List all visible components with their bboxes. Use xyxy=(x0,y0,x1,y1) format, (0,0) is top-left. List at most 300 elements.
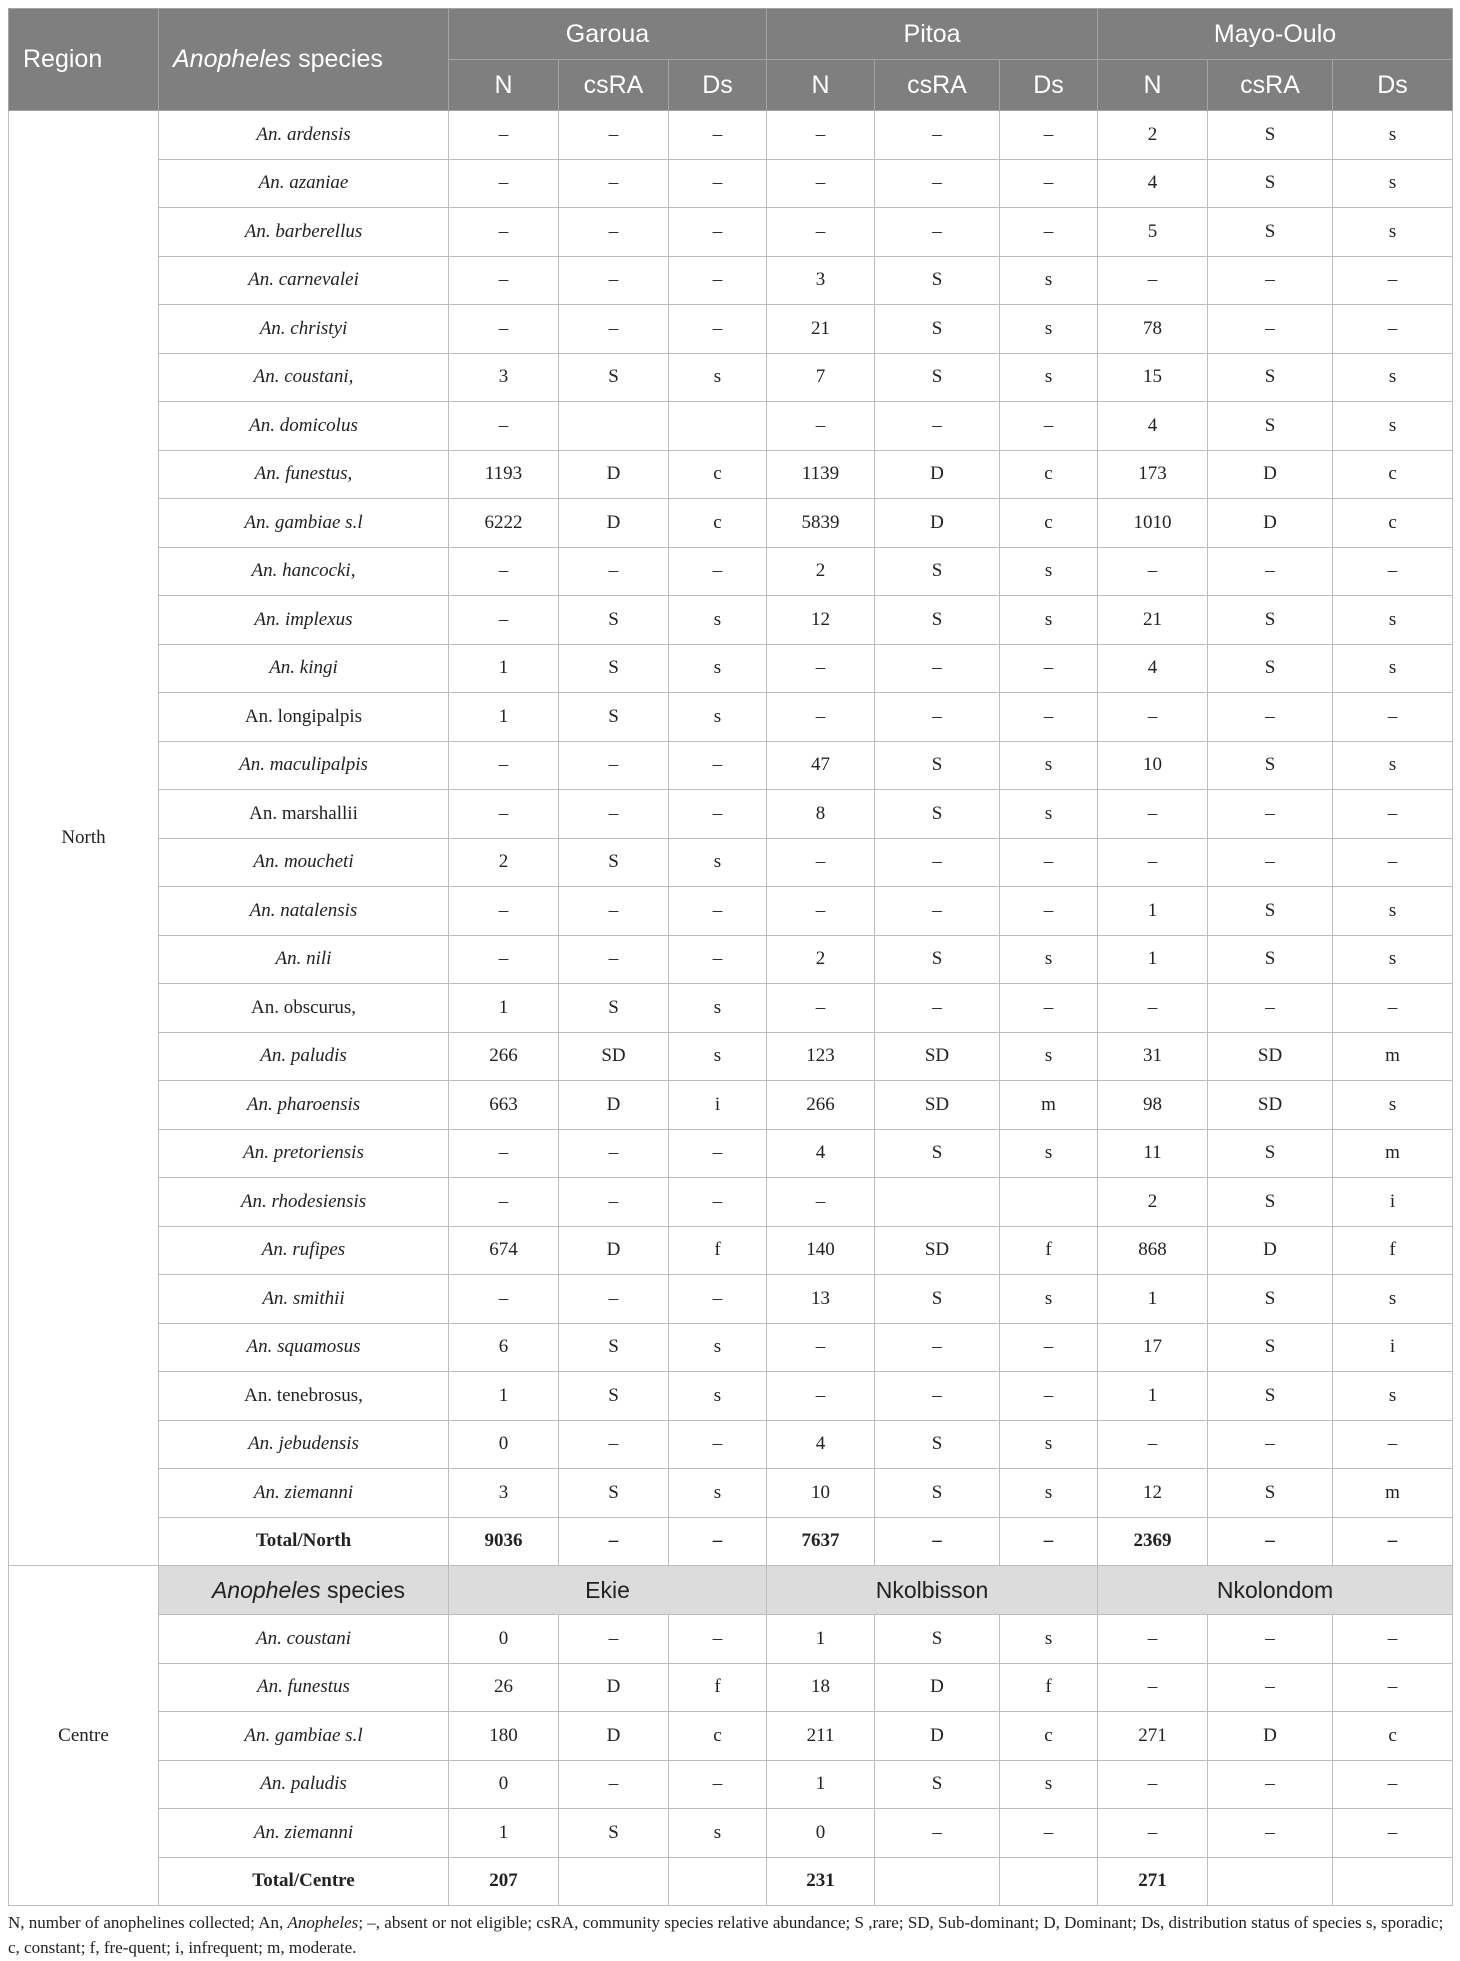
species-name-text: An. gambiae s.l xyxy=(244,1724,363,1746)
table-row xyxy=(9,1469,1453,1518)
centre-header-species xyxy=(159,1566,449,1615)
cell-n: 140 xyxy=(767,1226,875,1275)
cell-csra: S xyxy=(875,1469,1000,1518)
cell-csra: S xyxy=(559,596,669,645)
species-name xyxy=(159,1712,449,1761)
cell-n: 1 xyxy=(449,1372,559,1421)
cell-n: 271 xyxy=(1098,1712,1208,1761)
cell-csra: – xyxy=(559,935,669,984)
cell-n: 8 xyxy=(767,790,875,839)
cell-ds: – xyxy=(669,1420,767,1469)
cell-n: 4 xyxy=(1098,402,1208,451)
cell-csra: SD xyxy=(875,1032,1000,1081)
cell-n: 3 xyxy=(767,256,875,305)
cell-ds: – xyxy=(1333,1663,1453,1712)
cell-n: – xyxy=(449,1178,559,1227)
species-name xyxy=(159,547,449,596)
species-name xyxy=(159,1323,449,1372)
species-name-text: An. ziemanni xyxy=(253,1821,354,1843)
species-name-text: An. coustani xyxy=(256,1627,351,1649)
cell-csra: D xyxy=(875,450,1000,499)
cell-n: – xyxy=(449,402,559,451)
cell-csra: S xyxy=(875,305,1000,354)
cell-ds: s xyxy=(1000,1615,1098,1664)
cell-csra xyxy=(875,1857,1000,1906)
cell-csra: S xyxy=(559,1469,669,1518)
cell-ds: – xyxy=(669,1517,767,1566)
cell-n: – xyxy=(449,159,559,208)
cell-ds: – xyxy=(1333,1615,1453,1664)
cell-csra: – xyxy=(875,159,1000,208)
table-row xyxy=(9,111,1453,160)
species-name: An. longipalpis xyxy=(159,693,449,742)
cell-csra: – xyxy=(1208,547,1333,596)
species-name-text: An. christyi xyxy=(259,317,348,339)
table-row xyxy=(9,596,1453,645)
cell-n: 1 xyxy=(449,644,559,693)
cell-csra: S xyxy=(1208,1469,1333,1518)
cell-ds: – xyxy=(669,790,767,839)
species-name-text: An. gambiae s.l xyxy=(244,511,363,533)
cell-ds xyxy=(669,402,767,451)
cell-n: 2369 xyxy=(1098,1517,1208,1566)
cell-csra: S xyxy=(1208,644,1333,693)
cell-ds: s xyxy=(669,693,767,742)
header-site-garoua: Garoua xyxy=(449,9,767,60)
cell-csra: S xyxy=(875,547,1000,596)
cell-ds: – xyxy=(669,208,767,257)
species-name-text: An. smithii xyxy=(262,1287,345,1309)
cell-ds: s xyxy=(1333,887,1453,936)
cell-ds: – xyxy=(1000,1809,1098,1858)
cell-n: 9036 xyxy=(449,1517,559,1566)
cell-n: 15 xyxy=(1098,353,1208,402)
species-name-text: An. natalensis xyxy=(249,899,358,921)
cell-csra: – xyxy=(875,644,1000,693)
cell-n: 4 xyxy=(767,1420,875,1469)
species-name-text: An. funestus xyxy=(257,1676,350,1698)
cell-csra: – xyxy=(1208,1517,1333,1566)
species-name xyxy=(159,935,449,984)
species-name-text: An. paludis xyxy=(260,1773,347,1795)
cell-csra: – xyxy=(559,256,669,305)
species-name xyxy=(159,353,449,402)
cell-csra: S xyxy=(1208,353,1333,402)
cell-n: – xyxy=(767,208,875,257)
cell-csra: S xyxy=(1208,1178,1333,1227)
table-row xyxy=(9,159,1453,208)
cell-csra: – xyxy=(1208,1663,1333,1712)
cell-csra: S xyxy=(1208,887,1333,936)
cell-ds: c xyxy=(1333,499,1453,548)
species-name xyxy=(159,1420,449,1469)
table-row xyxy=(9,1420,1453,1469)
cell-csra: – xyxy=(559,208,669,257)
table-row xyxy=(9,450,1453,499)
cell-n: 1 xyxy=(449,1809,559,1858)
cell-n: 12 xyxy=(767,596,875,645)
cell-ds: – xyxy=(1000,887,1098,936)
species-name-text: An. domicolus xyxy=(249,414,358,436)
cell-n: 1 xyxy=(1098,887,1208,936)
cell-csra: SD xyxy=(1208,1032,1333,1081)
cell-ds: c xyxy=(669,450,767,499)
cell-csra: S xyxy=(1208,1129,1333,1178)
cell-n: 78 xyxy=(1098,305,1208,354)
species-name: An. marshallii xyxy=(159,790,449,839)
cell-csra: – xyxy=(1208,1760,1333,1809)
total-label: Total/Centre xyxy=(159,1857,449,1906)
species-name-text: An. ziemanni xyxy=(253,1481,354,1503)
cell-n: – xyxy=(767,111,875,160)
table-row xyxy=(9,1323,1453,1372)
table-row xyxy=(9,1372,1453,1421)
cell-csra: – xyxy=(875,1517,1000,1566)
species-name-text: An. implexus xyxy=(254,608,353,630)
cell-n: 123 xyxy=(767,1032,875,1081)
cell-n: 1 xyxy=(767,1760,875,1809)
header-col-n: N xyxy=(767,60,875,111)
cell-n: – xyxy=(767,838,875,887)
cell-csra: D xyxy=(1208,1712,1333,1761)
cell-csra: – xyxy=(875,111,1000,160)
cell-csra: – xyxy=(875,984,1000,1033)
cell-csra: – xyxy=(559,1178,669,1227)
cell-ds: s xyxy=(1333,644,1453,693)
cell-ds: s xyxy=(1333,741,1453,790)
cell-ds xyxy=(1000,1857,1098,1906)
cell-csra: S xyxy=(875,935,1000,984)
cell-ds: s xyxy=(1000,596,1098,645)
cell-csra: S xyxy=(875,596,1000,645)
species-name xyxy=(159,1081,449,1130)
cell-n: 17 xyxy=(1098,1323,1208,1372)
header-region: Region xyxy=(9,9,159,111)
header-col-ds: Ds xyxy=(1000,60,1098,111)
cell-ds: s xyxy=(1000,256,1098,305)
cell-n: 0 xyxy=(449,1760,559,1809)
cell-ds: s xyxy=(669,596,767,645)
footnote-part-2: ; –, absent or not eligible; csRA, community species relative abundance; S ,rare; SD, Sub-dominant; D, Dominant; Ds, distribution status of species s, sporadic; c, constant; f, fre-quent; i, infrequent; m, moderate. xyxy=(8,1913,1444,1957)
table-row xyxy=(9,1712,1453,1761)
species-name-text: An. squamosus xyxy=(246,1336,361,1358)
cell-ds: – xyxy=(1333,1517,1453,1566)
cell-n: 266 xyxy=(767,1081,875,1130)
cell-csra: – xyxy=(559,887,669,936)
cell-n: 21 xyxy=(1098,596,1208,645)
cell-csra: – xyxy=(559,1129,669,1178)
cell-n: 0 xyxy=(767,1809,875,1858)
cell-csra: D xyxy=(1208,499,1333,548)
table-row xyxy=(9,935,1453,984)
cell-n: 3 xyxy=(449,353,559,402)
cell-ds: – xyxy=(1000,838,1098,887)
cell-csra: S xyxy=(875,1615,1000,1664)
cell-n: 98 xyxy=(1098,1081,1208,1130)
footnote-anopheles: Anopheles xyxy=(287,1913,359,1932)
species-name-text: An. paludis xyxy=(260,1045,347,1067)
cell-csra: D xyxy=(559,1081,669,1130)
cell-n: 7 xyxy=(767,353,875,402)
cell-n: – xyxy=(1098,1760,1208,1809)
cell-ds: c xyxy=(1000,499,1098,548)
species-name xyxy=(159,1129,449,1178)
cell-n: 868 xyxy=(1098,1226,1208,1275)
cell-csra: S xyxy=(1208,1323,1333,1372)
cell-n: 1 xyxy=(767,1615,875,1664)
species-name xyxy=(159,159,449,208)
cell-csra: S xyxy=(875,1420,1000,1469)
cell-csra: S xyxy=(875,1760,1000,1809)
cell-ds: – xyxy=(669,887,767,936)
table-row xyxy=(9,1178,1453,1227)
cell-ds: – xyxy=(669,256,767,305)
species-name-text: An. ardensis xyxy=(256,123,351,145)
cell-n: 2 xyxy=(767,547,875,596)
centre-site-nkolondom: Nkolondom xyxy=(1098,1566,1453,1615)
cell-n: 4 xyxy=(767,1129,875,1178)
cell-n: 0 xyxy=(449,1420,559,1469)
species-name-text: An. funestus, xyxy=(254,463,353,485)
cell-n: – xyxy=(1098,1809,1208,1858)
cell-n: – xyxy=(767,1178,875,1227)
cell-n: 180 xyxy=(449,1712,559,1761)
cell-csra: – xyxy=(559,741,669,790)
cell-csra: S xyxy=(1208,935,1333,984)
cell-ds: f xyxy=(1333,1226,1453,1275)
cell-csra: – xyxy=(559,111,669,160)
cell-n: – xyxy=(449,547,559,596)
cell-ds: s xyxy=(1333,1081,1453,1130)
cell-ds: – xyxy=(1000,984,1098,1033)
cell-n: – xyxy=(1098,1663,1208,1712)
cell-ds: – xyxy=(669,935,767,984)
table-row xyxy=(9,1809,1453,1858)
centre-subheader-row xyxy=(9,1566,1453,1615)
species-name-text: An. maculipalpis xyxy=(239,754,368,776)
cell-n: – xyxy=(767,1372,875,1421)
cell-n: 4 xyxy=(1098,644,1208,693)
cell-csra: – xyxy=(559,790,669,839)
cell-ds: c xyxy=(669,1712,767,1761)
cell-n: 6 xyxy=(449,1323,559,1372)
cell-ds: – xyxy=(1000,208,1098,257)
header-species xyxy=(159,9,449,111)
cell-csra: S xyxy=(1208,111,1333,160)
footnote-part-1: N, number of anophelines collected; An, xyxy=(8,1913,288,1932)
cell-ds: s xyxy=(1333,402,1453,451)
cell-n: – xyxy=(449,256,559,305)
cell-ds: m xyxy=(1333,1129,1453,1178)
cell-ds: s xyxy=(1000,1420,1098,1469)
cell-n: – xyxy=(1098,790,1208,839)
species-name-text: An. rhodesiensis xyxy=(240,1190,367,1212)
species-name-text: An. jebudensis xyxy=(248,1433,359,1455)
species-name xyxy=(159,1032,449,1081)
cell-csra: SD xyxy=(559,1032,669,1081)
cell-ds: s xyxy=(1333,208,1453,257)
cell-csra: SD xyxy=(875,1081,1000,1130)
cell-csra: – xyxy=(1208,838,1333,887)
cell-ds xyxy=(669,1857,767,1906)
cell-csra: – xyxy=(1208,790,1333,839)
cell-n: 18 xyxy=(767,1663,875,1712)
cell-n: – xyxy=(449,596,559,645)
cell-ds: i xyxy=(1333,1178,1453,1227)
cell-csra: S xyxy=(875,353,1000,402)
cell-csra: SD xyxy=(875,1226,1000,1275)
table-row xyxy=(9,741,1453,790)
cell-n: 1 xyxy=(1098,935,1208,984)
cell-ds: s xyxy=(1000,305,1098,354)
species-name xyxy=(159,1663,449,1712)
cell-ds: f xyxy=(1000,1663,1098,1712)
species-name xyxy=(159,1275,449,1324)
total-row xyxy=(9,1517,1453,1566)
cell-n: – xyxy=(1098,1615,1208,1664)
table-row xyxy=(9,305,1453,354)
cell-csra: D xyxy=(1208,1226,1333,1275)
cell-n: 21 xyxy=(767,305,875,354)
cell-n: – xyxy=(767,1323,875,1372)
cell-ds: – xyxy=(1333,256,1453,305)
cell-ds: – xyxy=(1333,838,1453,887)
cell-n: 1 xyxy=(1098,1372,1208,1421)
cell-csra: S xyxy=(875,1129,1000,1178)
species-name: An. tenebrosus, xyxy=(159,1372,449,1421)
cell-csra: D xyxy=(559,1712,669,1761)
cell-n: 207 xyxy=(449,1857,559,1906)
species-name xyxy=(159,644,449,693)
centre-site-ekie: Ekie xyxy=(449,1566,767,1615)
cell-csra: – xyxy=(875,838,1000,887)
cell-csra: D xyxy=(559,450,669,499)
cell-n: 1010 xyxy=(1098,499,1208,548)
cell-n: – xyxy=(767,693,875,742)
table-row xyxy=(9,644,1453,693)
species-name-text: An. moucheti xyxy=(253,851,354,873)
cell-csra: S xyxy=(1208,741,1333,790)
species-name xyxy=(159,1760,449,1809)
cell-ds: – xyxy=(1333,1809,1453,1858)
cell-csra xyxy=(1208,1857,1333,1906)
header-species-genus: Anopheles xyxy=(173,45,292,73)
header-row-sites xyxy=(9,9,1453,60)
table-row xyxy=(9,1275,1453,1324)
cell-csra: D xyxy=(875,1663,1000,1712)
cell-n: 5839 xyxy=(767,499,875,548)
cell-csra: S xyxy=(875,1275,1000,1324)
cell-n: – xyxy=(767,644,875,693)
cell-csra: – xyxy=(1208,256,1333,305)
cell-csra: S xyxy=(559,838,669,887)
species-name xyxy=(159,1615,449,1664)
cell-n: 26 xyxy=(449,1663,559,1712)
cell-n: 0 xyxy=(449,1615,559,1664)
cell-n: – xyxy=(767,402,875,451)
cell-csra: – xyxy=(875,693,1000,742)
cell-n: 266 xyxy=(449,1032,559,1081)
cell-csra xyxy=(875,1178,1000,1227)
cell-ds: i xyxy=(669,1081,767,1130)
table-row xyxy=(9,1081,1453,1130)
cell-ds: m xyxy=(1333,1469,1453,1518)
cell-n: 271 xyxy=(1098,1857,1208,1906)
species-name-text: An. nili xyxy=(275,948,332,970)
cell-n: 5 xyxy=(1098,208,1208,257)
table-row xyxy=(9,887,1453,936)
cell-n: – xyxy=(767,159,875,208)
species-name-text: An. rufipes xyxy=(261,1239,346,1261)
table-body xyxy=(9,111,1453,1906)
cell-csra: S xyxy=(875,256,1000,305)
cell-ds: – xyxy=(1000,1323,1098,1372)
header-col-csra: csRA xyxy=(1208,60,1333,111)
species-name xyxy=(159,887,449,936)
cell-ds: s xyxy=(1333,111,1453,160)
cell-n: – xyxy=(1098,838,1208,887)
total-label: Total/North xyxy=(159,1517,449,1566)
cell-ds: – xyxy=(669,111,767,160)
species-name-text: An. carnevalei xyxy=(248,269,359,291)
header-site-pitoa: Pitoa xyxy=(767,9,1098,60)
cell-ds: m xyxy=(1333,1032,1453,1081)
cell-csra: S xyxy=(1208,1275,1333,1324)
cell-n: – xyxy=(449,1275,559,1324)
table-row xyxy=(9,499,1453,548)
cell-csra: S xyxy=(559,644,669,693)
cell-ds: – xyxy=(1333,1420,1453,1469)
centre-header-genus: Anopheles xyxy=(211,1576,321,1603)
cell-ds: – xyxy=(669,305,767,354)
cell-csra: – xyxy=(1208,693,1333,742)
cell-ds: s xyxy=(1000,1275,1098,1324)
cell-csra: S xyxy=(1208,208,1333,257)
cell-csra: – xyxy=(559,305,669,354)
cell-csra: – xyxy=(875,887,1000,936)
cell-csra: – xyxy=(559,1275,669,1324)
cell-ds: – xyxy=(1000,1517,1098,1566)
table-row xyxy=(9,547,1453,596)
region-centre: Centre xyxy=(9,1566,159,1906)
cell-csra: – xyxy=(1208,1420,1333,1469)
cell-n: 1193 xyxy=(449,450,559,499)
cell-ds: f xyxy=(669,1663,767,1712)
cell-csra: – xyxy=(1208,984,1333,1033)
species-name xyxy=(159,402,449,451)
table-row xyxy=(9,1760,1453,1809)
cell-n: 1 xyxy=(1098,1275,1208,1324)
cell-ds: s xyxy=(669,1372,767,1421)
cell-ds: s xyxy=(669,838,767,887)
cell-ds: – xyxy=(1333,305,1453,354)
centre-site-nkolbisson: Nkolbisson xyxy=(767,1566,1098,1615)
table-row xyxy=(9,1615,1453,1664)
cell-ds: s xyxy=(1000,935,1098,984)
table-row xyxy=(9,256,1453,305)
species-name-text: An. pharoensis xyxy=(246,1093,361,1115)
cell-n: 1 xyxy=(449,693,559,742)
cell-csra: D xyxy=(1208,450,1333,499)
cell-ds: – xyxy=(1333,1760,1453,1809)
cell-ds: – xyxy=(1000,111,1098,160)
cell-ds: s xyxy=(1333,159,1453,208)
cell-csra: – xyxy=(1208,1809,1333,1858)
total-row xyxy=(9,1857,1453,1906)
cell-ds: s xyxy=(669,1469,767,1518)
cell-csra: D xyxy=(559,499,669,548)
cell-ds: – xyxy=(669,1178,767,1227)
